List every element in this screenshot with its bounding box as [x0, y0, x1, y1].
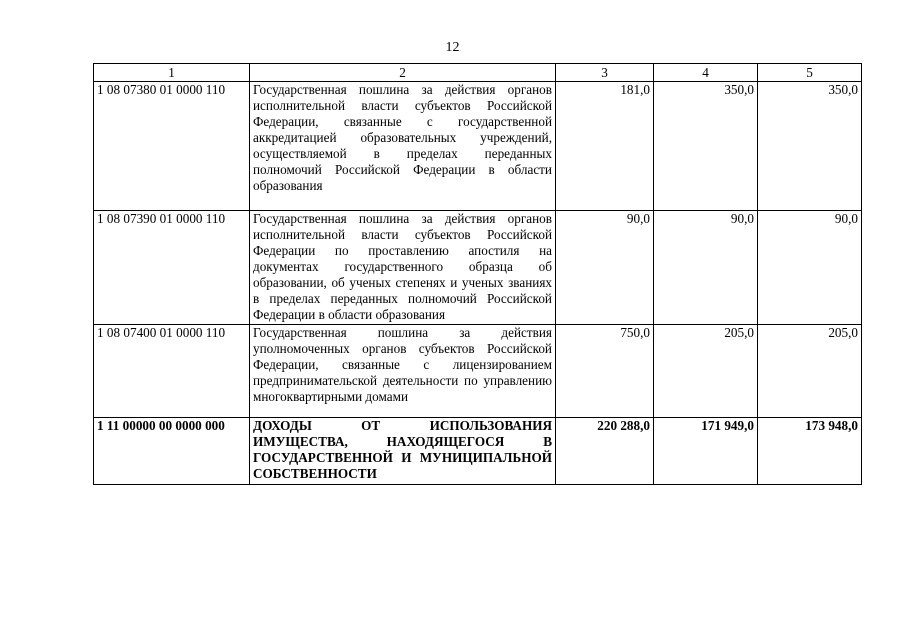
table-row [94, 211, 862, 325]
amount-col5: 173 948,0 [758, 418, 862, 485]
budget-table [93, 63, 862, 485]
amount-col4: 90,0 [654, 211, 758, 325]
income-description: Государственная пошлина за действия органов исполнительной власти субъектов Российской Федерации по проставлению апостиля на документах государственного образца об образовании, об ученых степенях и ученых званиях в пределах переданных полномочий Российской Федерации в области образования [250, 211, 556, 325]
income-description: ДОХОДЫ ОТ ИСПОЛЬЗОВАНИЯ ИМУЩЕСТВА, НАХОДЯЩЕГОСЯ В ГОСУДАРСТВЕННОЙ И МУНИЦИПАЛЬНОЙ СОБСТВЕННОСТИ [250, 418, 556, 485]
amount-col3: 220 288,0 [556, 418, 654, 485]
budget-code: 1 11 00000 00 0000 000 [94, 418, 250, 485]
table-row [94, 325, 862, 418]
amount-col5: 90,0 [758, 211, 862, 325]
page-number: 12 [445, 40, 460, 55]
table-header-row [94, 64, 862, 82]
budget-code: 1 08 07400 01 0000 110 [94, 325, 250, 418]
amount-col4: 171 949,0 [654, 418, 758, 485]
income-description: Государственная пошлина за действия органов исполнительной власти субъектов Российской Федерации, связанные с государственной аккредитацией образовательных учреждений, осуществляемой в пределах переданных полномочий Российской Федерации в области образования [250, 82, 556, 211]
amount-col4: 205,0 [654, 325, 758, 418]
amount-col3: 181,0 [556, 82, 654, 211]
amount-col5: 350,0 [758, 82, 862, 211]
column-header-1: 1 [94, 64, 250, 82]
amount-col5: 205,0 [758, 325, 862, 418]
column-header-5: 5 [758, 64, 862, 82]
amount-col3: 90,0 [556, 211, 654, 325]
column-header-3: 3 [556, 64, 654, 82]
amount-col3: 750,0 [556, 325, 654, 418]
column-header-4: 4 [654, 64, 758, 82]
budget-code: 1 08 07380 01 0000 110 [94, 82, 250, 211]
table-row [94, 82, 862, 211]
budget-code: 1 08 07390 01 0000 110 [94, 211, 250, 325]
amount-col4: 350,0 [654, 82, 758, 211]
table-row-section-total [94, 418, 862, 485]
income-description: Государственная пошлина за действия уполномоченных органов субъектов Российской Федерации, связанные с лицензированием предпринимательской деятельности по управлению многоквартирными домами [250, 325, 556, 418]
column-header-2: 2 [250, 64, 556, 82]
